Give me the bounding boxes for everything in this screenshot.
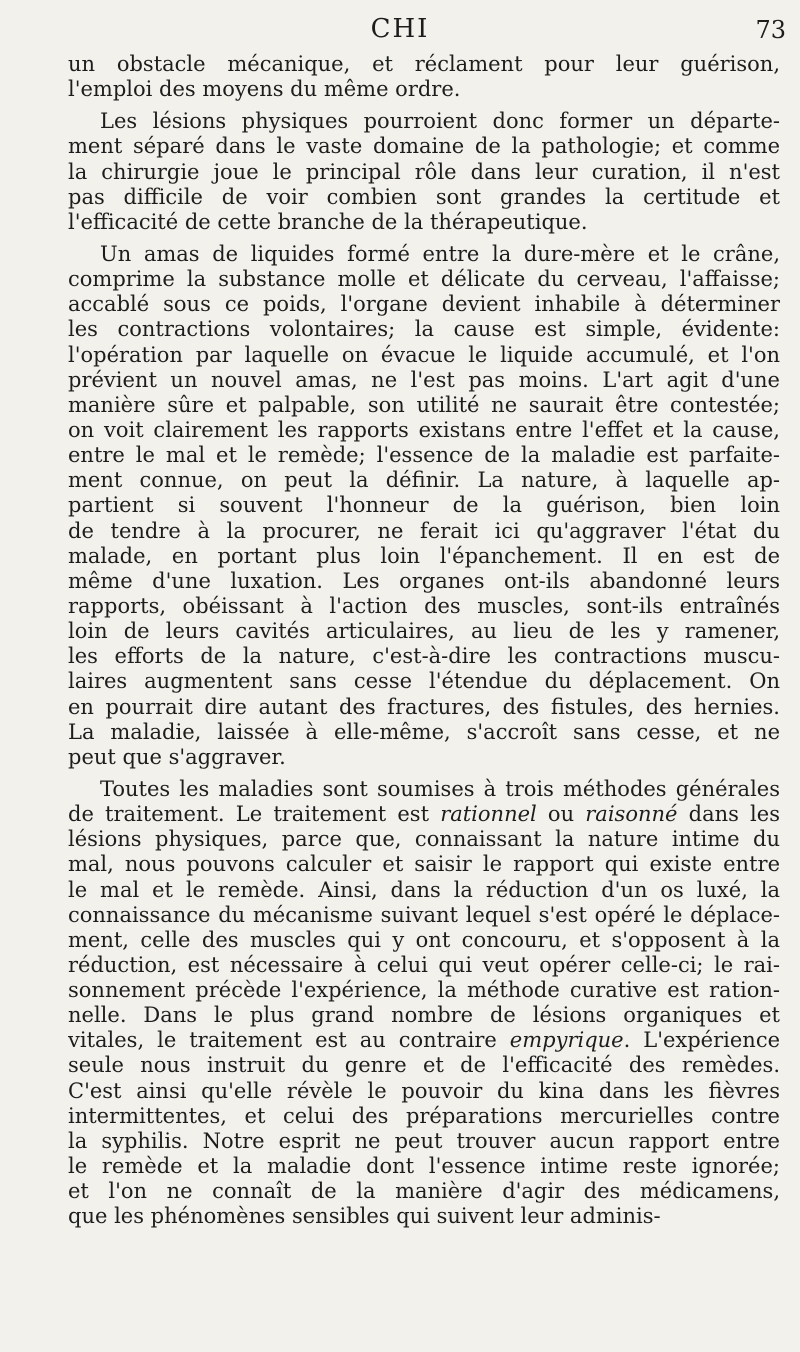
text-line: les efforts de la nature, c'est-à-dire les contractions muscu- (68, 644, 780, 669)
paragraph-gap (68, 102, 780, 109)
text-line: le remède et la maladie dont l'essence intime reste ignorée; (68, 1154, 780, 1179)
text-line: l'opération par laquelle on évacue le liquide accumulé, et l'on (68, 342, 780, 367)
paragraph (68, 242, 780, 770)
text-line: Un amas de liquides formé entre la dure-mère et le crâne, (100, 241, 780, 266)
text-line: on voit clairement les rapports existans entre l'effet et la cause, (68, 417, 780, 442)
text-line: La maladie, laissée à elle-même, s'accroît sans cesse, et ne (68, 719, 780, 744)
text-line: même d'une luxation. Les organes ont-ils abandonné leurs (68, 568, 780, 593)
text-line: les contractions volontaires; la cause est simple, évidente: (68, 317, 780, 342)
text-line: peut que s'aggraver. (68, 744, 286, 769)
text-line: le mal et le remède. Ainsi, dans la réduction d'un os luxé, la (68, 877, 780, 902)
text-line: en pourrait dire autant des fractures, des fistules, des hernies. (68, 694, 780, 719)
text-line: manière sûre et palpable, son utilité ne saurait être contestée; (68, 392, 780, 417)
page-number: 73 (755, 16, 786, 44)
text-line: partient si souvent l'honneur de la guérison, bien loin (68, 493, 780, 518)
text-line: la syphilis. Notre esprit ne peut trouver aucun rapport entre (68, 1128, 780, 1153)
text-line: ment séparé dans le vaste domaine de la pathologie; et comme (68, 134, 780, 159)
body-text (68, 52, 780, 1229)
paragraph (68, 52, 780, 102)
text-line: seule nous instruit du genre et de l'efficacité des remèdes. (68, 1053, 780, 1078)
text-line: comprime la substance molle et délicate du cerveau, l'affaisse; (68, 267, 780, 292)
text-line: vitales, le traitement est au contraire empyrique. L'expérience (68, 1028, 780, 1053)
text-line: Toutes les maladies sont soumises à trois méthodes générales (100, 776, 780, 801)
text-line: prévient un nouvel amas, ne l'est pas moins. L'art agit d'une (68, 367, 780, 392)
paragraph (68, 777, 780, 1230)
text-line: Les lésions physiques pourroient donc former un départe- (100, 109, 780, 134)
page-header (0, 14, 800, 54)
text-line: rapports, obéissant à l'action des muscles, sont-ils entraînés (68, 593, 780, 618)
text-line: nelle. Dans le plus grand nombre de lésions organiques et (68, 1003, 780, 1028)
text-line: malade, en portant plus loin l'épanchement. Il en est de (68, 543, 780, 568)
running-head: CHI (370, 14, 430, 44)
text-line: pas difficile de voir combien sont grandes la certitude et (68, 184, 780, 209)
text-line: lésions physiques, parce que, connaissant la nature intime du (68, 827, 780, 852)
text-line: sonnement précède l'expérience, la méthode curative est ration- (68, 978, 780, 1003)
text-line: un obstacle mécanique, et réclament pour leur guérison, (68, 52, 780, 76)
text-line: accablé sous ce poids, l'organe devient inhabile à déterminer (68, 292, 780, 317)
text-line: mal, nous pouvons calculer et saisir le rapport qui existe entre (68, 852, 780, 877)
text-line: de traitement. Le traitement est rationnel ou raisonné dans les (68, 802, 780, 827)
text-line: intermittentes, et celui des préparations mercurielles contre (68, 1103, 780, 1128)
text-line: laires augmentent sans cesse l'étendue du déplacement. On (68, 669, 780, 694)
text-line: de tendre à la procurer, ne ferait ici qu'aggraver l'état du (68, 518, 780, 543)
paragraph (68, 109, 780, 235)
text-line: l'emploi des moyens du même ordre. (68, 77, 461, 102)
text-line: connaissance du mécanisme suivant lequel s'est opéré le déplace- (68, 902, 780, 927)
paragraph-gap (68, 235, 780, 242)
text-line: ment, celle des muscles qui y ont concouru, et s'opposent à la (68, 927, 780, 952)
text-line: et l'on ne connaît de la manière d'agir des médicamens, (68, 1179, 780, 1204)
text-line: loin de leurs cavités articulaires, au lieu de les y ramener, (68, 619, 780, 644)
text-line: que les phénomènes sensibles qui suivent leur adminis- (68, 1204, 661, 1229)
text-line: réduction, est nécessaire à celui qui veut opérer celle-ci; le rai- (68, 952, 780, 977)
paragraph-gap (68, 770, 780, 777)
text-line: ment connue, on peut la définir. La nature, à laquelle ap- (68, 468, 780, 493)
text-line: C'est ainsi qu'elle révèle le pouvoir du kina dans les fièvres (68, 1078, 780, 1103)
text-line: entre le mal et le remède; l'essence de la maladie est parfaite- (68, 443, 780, 468)
text-line: l'efficacité de cette branche de la thérapeutique. (68, 209, 588, 234)
text-line: la chirurgie joue le principal rôle dans leur curation, il n'est (68, 159, 780, 184)
